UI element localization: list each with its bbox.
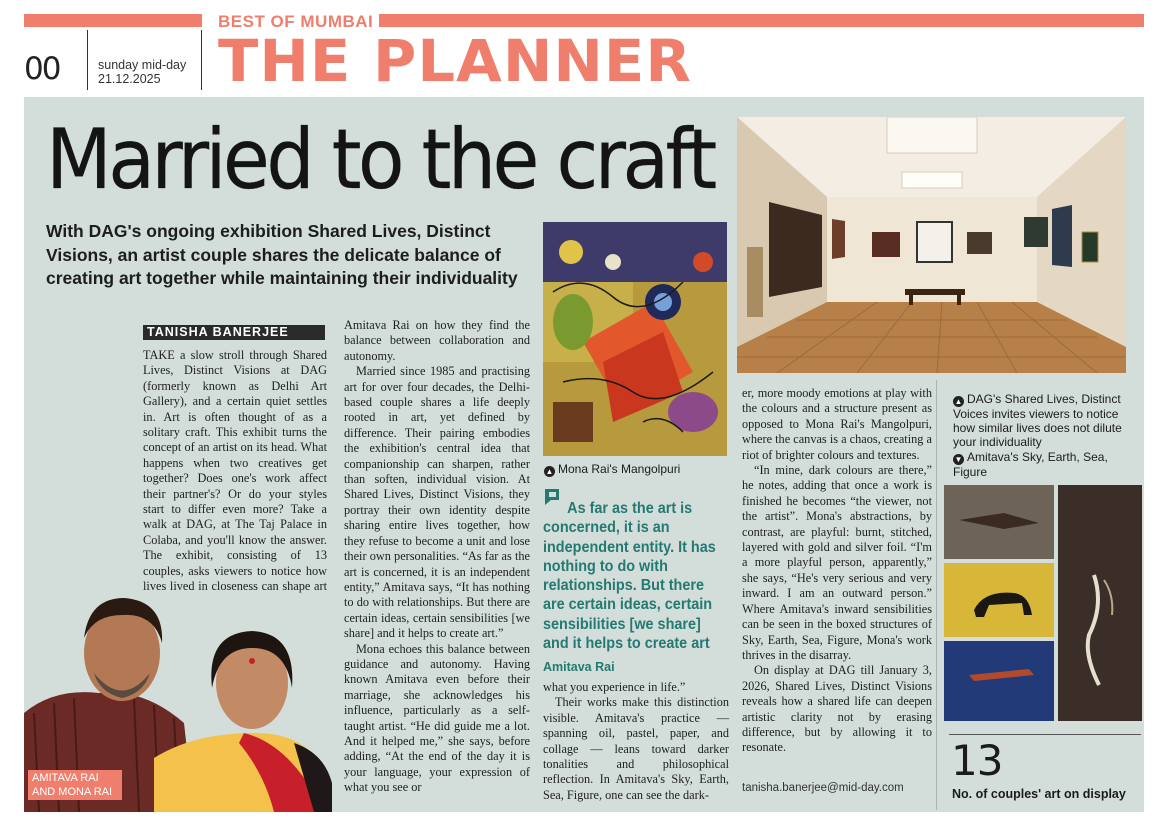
sky-earth-sea-figure-painting bbox=[944, 485, 1142, 721]
stat-rule bbox=[949, 734, 1141, 735]
painting-caption bbox=[544, 462, 680, 477]
paragraph: On display at DAG till January 3, 2026, Shared Lives, Distinct Visions reveals how a shared life can deepen artistic clarity not by erasing difference, but by allowing it to resonate. bbox=[742, 663, 932, 755]
pull-quote-attribution: Amitava Rai bbox=[543, 660, 615, 674]
pull-quote: As far as the art is concerned, it is an independent entity. It has nothing to do with relationships. But there are certain ideas, certain sensibilities [we share] and it helps to create art bbox=[543, 500, 716, 653]
body-column-2 bbox=[344, 318, 530, 796]
paragraph: Married since 1985 and practising art for over four decades, the Delhi-based couple shares a life deeply rooted in art, yet defined by difference. Their pairing embodies the exhibition's central idea that companionship can sharpen, rather than soften, individual vision. At Shared Lives, Distinct Visions, they portray their own identity despite sharing entire lives together, how they refuse to become a unit and lose their own personalities. “As far as the art is concerned, it is an independent entity,” Amitava says, “It has nothing to do with relationships. But there are certain ideas, certain sensibilities [we share] and it helps to create art.” bbox=[344, 364, 530, 641]
headline: Married to the craft bbox=[46, 111, 714, 208]
author-email[interactable]: tanisha.banerjee@mid-day.com bbox=[742, 782, 904, 794]
body-column-3 bbox=[742, 386, 932, 756]
body-column-2-continued bbox=[543, 680, 729, 803]
caption-text: Mona Rai's Mangolpuri bbox=[558, 462, 681, 476]
arrow-down-icon: ▼ bbox=[954, 455, 963, 464]
section-kicker: BEST OF MUMBAI bbox=[218, 12, 379, 32]
header-divider bbox=[87, 30, 88, 90]
photo-name-line: AMITAVA RAI bbox=[32, 772, 99, 784]
stat-number: 13 bbox=[951, 736, 1003, 785]
section-title: THE PLANNER bbox=[218, 27, 692, 95]
paragraph: er, more moody emotions at play with the colours and a structure present as opposed to Mona Rai's Mangolpuri, where the canvas is a chaos, creating a riot of brighter colours and textures. bbox=[742, 386, 932, 462]
caption-text: DAG's Shared Lives, Distinct Voices invites viewers to notice how similar lives does not dilute your individuality bbox=[953, 392, 1122, 449]
deck: With DAG's ongoing exhibition Shared Lives, Distinct Visions, an artist couple shares the delicate balance of creating art together while maintaining their individuality bbox=[46, 221, 518, 288]
edition-name: sunday mid-day bbox=[98, 58, 187, 72]
byline: TANISHA BANERJEE bbox=[143, 325, 325, 340]
header-rule-left bbox=[24, 14, 202, 27]
mangolpuri-painting bbox=[543, 222, 727, 456]
arrow-up-icon: ▲ bbox=[954, 397, 963, 406]
header-divider bbox=[201, 30, 202, 90]
paragraph: Mona echoes this balance between guidance and autonomy. Having known Amitava even before their marriage, she acknowledges his influence, particularly as a self-taught artist. “He did guide me a lot. And it helped me,” she says, before adding, “At the end of the day it is your language, your expression of what you see or bbox=[344, 641, 530, 795]
paragraph: “In mine, dark colours are there,” he notes, adding that once a work is finished he becomes “the viewer, not the artist”. Mona's abstractions, by contrast, are playful: burnt, stitched, layered with gold and silver foil. “I'm a more playful person, apparently,” she says, “He's very serious and very inward. I am an outward person.” Where Amitava's inward sensibilities can be seen in the boxed structures of Sky, Earth, Sea, Figure, Mona's work thrives in the disarray. bbox=[742, 463, 932, 662]
column-divider bbox=[936, 380, 937, 810]
caption-text: Amitava's Sky, Earth, Sea, Figure bbox=[953, 450, 1108, 479]
gallery-photo bbox=[737, 117, 1126, 373]
arrow-up-icon: ▲ bbox=[545, 467, 554, 476]
triptych-caption bbox=[953, 450, 1138, 479]
paragraph: Their works make this distinction visible. Amitava's practice — spanning oil, pastel, paper, and collage — leans toward darker tonalities and philosophical reflection. In Amitava's Sky, Earth, Sea, Figure, one can see the dark- bbox=[543, 695, 729, 802]
paragraph: TAKE a slow stroll through Shared Lives, Distinct Visions at DAG (formerly known as Delhi Art Gallery), and a certain quiet settles in. Art is often thought of as a solitary craft. This exhibit turns the concept of an artist on its head. What happens when two creatives get together? Does one's work affect their partner's? Or do your styles start to differ even more? Take a walk at DAG, at The Taj Palace in Colaba, and you'll know the answer. The exhibit, consisting of 13 couples, asks viewers to notice how lives lived in closeness can shape art bbox=[143, 348, 327, 594]
page-number: 00 bbox=[24, 51, 60, 87]
edition-info bbox=[98, 58, 186, 86]
photo-name-line: AND MONA RAI bbox=[32, 786, 113, 798]
stat-label: No. of couples' art on display bbox=[952, 787, 1126, 801]
photo-credit-tag bbox=[28, 770, 122, 800]
paragraph: Amitava Rai on how they find the balance between collaboration and autonomy. bbox=[344, 318, 530, 363]
paragraph: what you experience in life.” bbox=[543, 680, 686, 694]
edition-date: 21.12.2025 bbox=[98, 72, 161, 86]
gallery-caption bbox=[953, 392, 1133, 449]
